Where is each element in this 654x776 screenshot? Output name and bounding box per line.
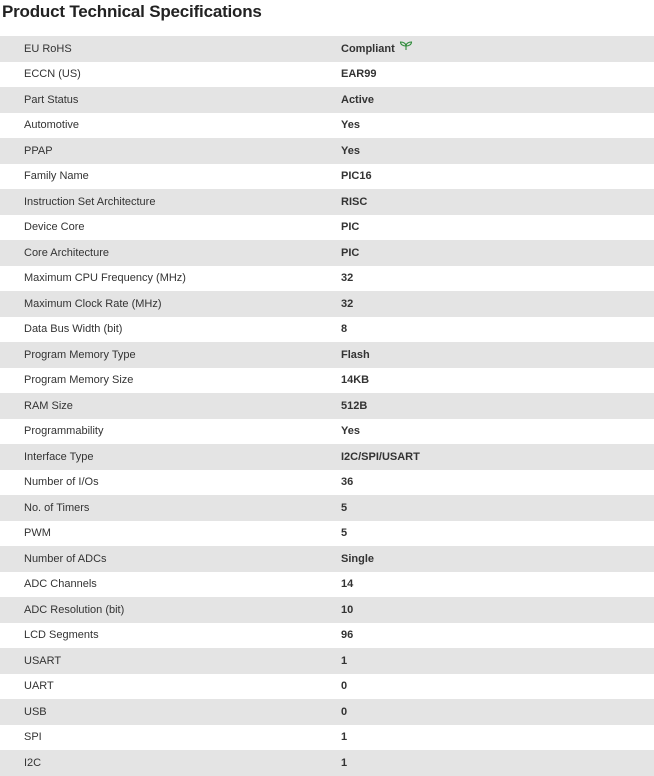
spec-value: RISC	[341, 195, 368, 208]
spec-value: 512B	[341, 399, 368, 412]
table-row	[0, 393, 654, 419]
spec-value: EAR99	[341, 68, 377, 81]
spec-value: 32	[341, 272, 354, 285]
spec-value: Yes	[341, 144, 360, 157]
table-row	[0, 623, 654, 649]
table-row	[0, 572, 654, 598]
spec-label: Automotive	[24, 119, 80, 132]
spec-value: 10	[341, 603, 354, 616]
table-row	[0, 138, 654, 164]
spec-value: 14	[341, 578, 354, 591]
spec-value: Active	[341, 93, 375, 106]
spec-value: 1	[341, 731, 348, 744]
leaf-icon	[399, 41, 413, 54]
spec-value: PIC	[341, 246, 360, 259]
table-row	[0, 87, 654, 113]
table-row	[0, 648, 654, 674]
spec-label: Maximum CPU Frequency (MHz)	[24, 272, 186, 285]
spec-label: USART	[24, 654, 62, 667]
spec-label: Family Name	[24, 170, 89, 183]
table-row	[0, 546, 654, 572]
spec-value: Yes	[341, 119, 360, 132]
table-row	[0, 291, 654, 317]
spec-value: I2C/SPI/USART	[341, 450, 420, 463]
spec-label: ECCN (US)	[24, 68, 81, 81]
spec-table	[0, 36, 654, 776]
table-row	[0, 470, 654, 496]
spec-label: Device Core	[24, 221, 85, 234]
table-row	[0, 368, 654, 394]
table-row	[0, 597, 654, 623]
spec-value: 32	[341, 297, 354, 310]
table-row	[0, 495, 654, 521]
spec-label: No. of Timers	[24, 501, 90, 514]
page-title: Product Technical Specifications	[2, 2, 262, 21]
spec-value: 1	[341, 654, 348, 667]
spec-label: ADC Channels	[24, 578, 97, 591]
spec-label: Number of ADCs	[24, 552, 107, 565]
spec-label: I2C	[24, 756, 42, 769]
spec-value: 8	[341, 323, 348, 336]
spec-label: Part Status	[24, 93, 79, 106]
spec-label: EU RoHS	[24, 42, 72, 55]
table-row	[0, 164, 654, 190]
table-row	[0, 725, 654, 751]
spec-value	[341, 36, 654, 62]
spec-label: RAM Size	[24, 399, 73, 412]
spec-label: Program Memory Type	[24, 348, 136, 361]
spec-label: USB	[24, 705, 47, 718]
spec-value: 14KB	[341, 374, 370, 387]
spec-label: ADC Resolution (bit)	[24, 603, 125, 616]
table-row	[0, 419, 654, 445]
spec-label: PPAP	[24, 144, 53, 157]
spec-value: 5	[341, 527, 348, 540]
table-row	[0, 699, 654, 725]
table-row	[0, 342, 654, 368]
spec-label: Maximum Clock Rate (MHz)	[24, 297, 162, 310]
spec-value: Yes	[341, 425, 360, 438]
spec-label: PWM	[24, 527, 51, 540]
table-row	[0, 674, 654, 700]
spec-label: Programmability	[24, 425, 104, 438]
spec-value: Flash	[341, 348, 370, 361]
table-row	[0, 444, 654, 470]
table-row	[0, 317, 654, 343]
spec-value-text: Compliant	[341, 42, 395, 55]
spec-table-body	[0, 36, 654, 776]
spec-value: 0	[341, 705, 348, 718]
spec-label: Data Bus Width (bit)	[24, 323, 123, 336]
spec-label: Number of I/Os	[24, 476, 99, 489]
table-row	[0, 113, 654, 139]
spec-label: UART	[24, 680, 54, 693]
spec-value: PIC	[341, 221, 360, 234]
table-row	[0, 266, 654, 292]
table-row	[0, 62, 654, 88]
table-row	[0, 521, 654, 547]
spec-value: 36	[341, 476, 354, 489]
spec-value: 1	[341, 756, 348, 769]
table-row	[0, 240, 654, 266]
spec-label: Program Memory Size	[24, 374, 134, 387]
spec-label: Interface Type	[24, 450, 94, 463]
table-row	[0, 36, 654, 62]
spec-value: PIC16	[341, 170, 372, 183]
table-row	[0, 215, 654, 241]
spec-label: SPI	[24, 731, 42, 744]
spec-value: 5	[341, 501, 348, 514]
spec-label: LCD Segments	[24, 629, 99, 642]
spec-value: 96	[341, 629, 354, 642]
spec-label: Instruction Set Architecture	[24, 195, 156, 208]
spec-label: Core Architecture	[24, 246, 109, 259]
spec-value: 0	[341, 680, 348, 693]
table-row	[0, 189, 654, 215]
table-row	[0, 750, 654, 776]
spec-value: Single	[341, 552, 375, 565]
